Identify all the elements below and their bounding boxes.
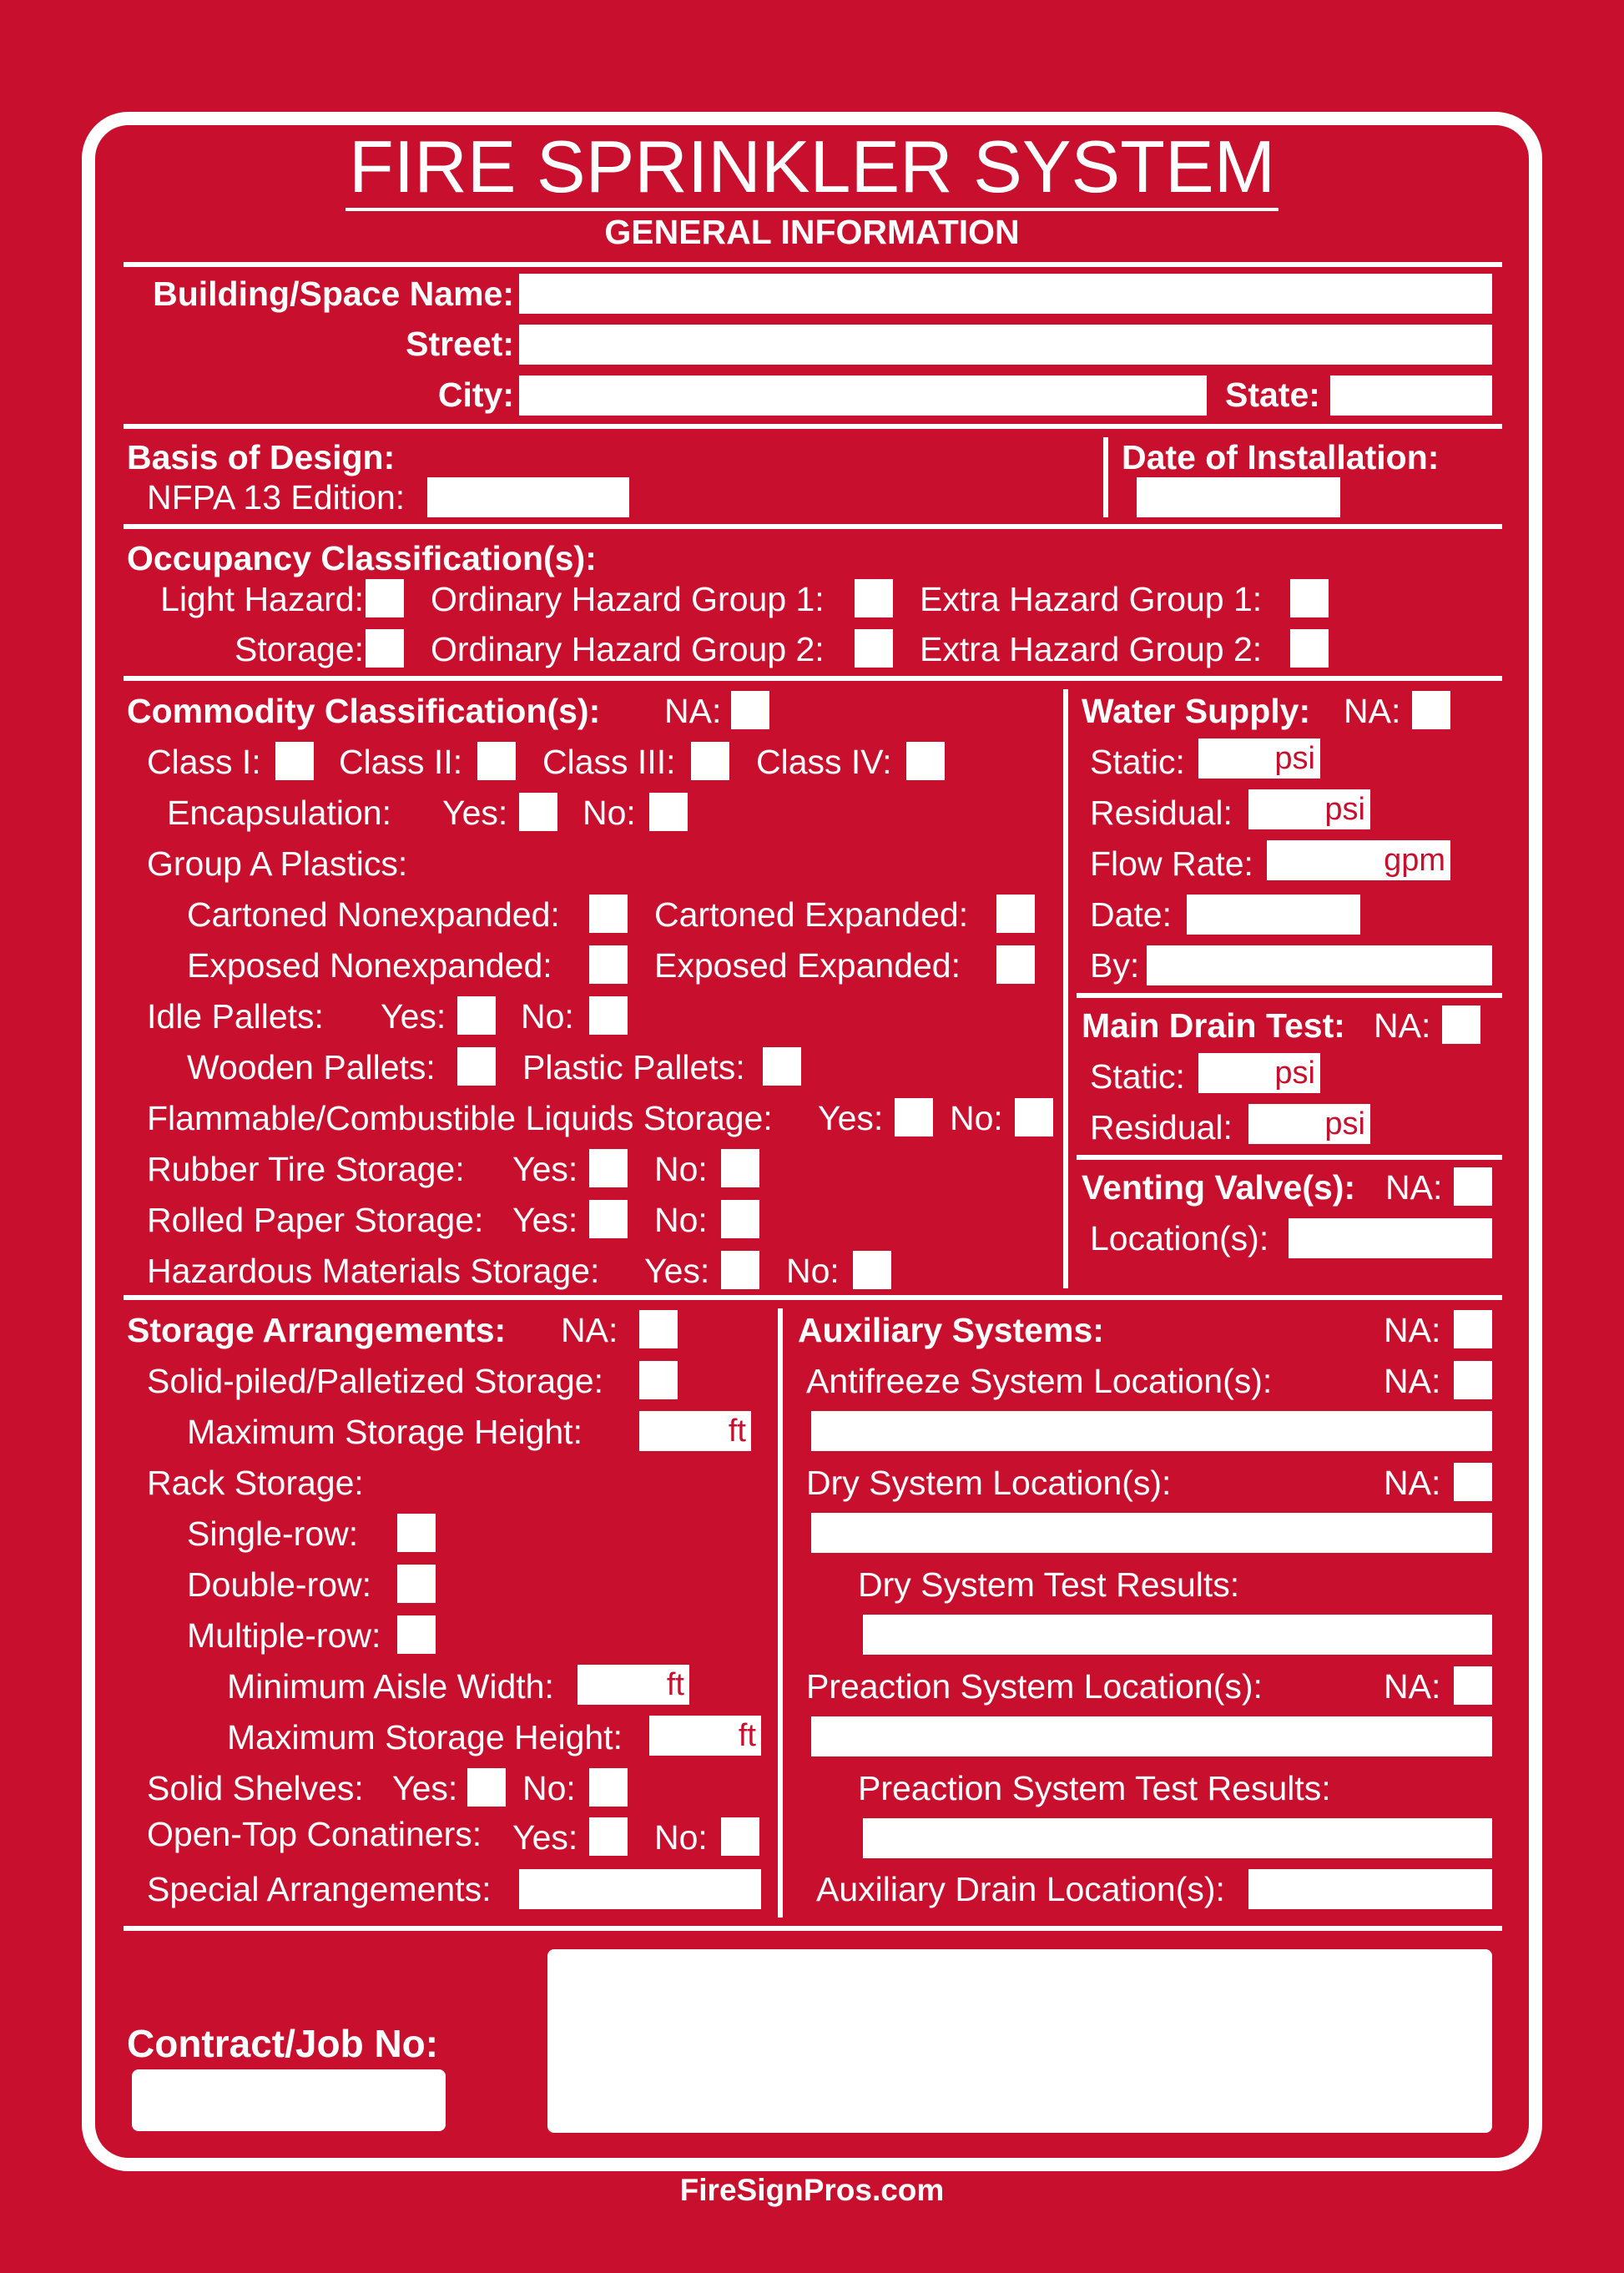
antifreeze-label: Antifreeze System Location(s): xyxy=(806,1362,1273,1400)
multiple-row-label: Multiple-row: xyxy=(187,1616,381,1655)
antifreeze-na-checkbox[interactable] xyxy=(1454,1361,1492,1399)
rubber-tire-yes-label: Yes: xyxy=(512,1150,578,1188)
divider xyxy=(1063,689,1068,1288)
rolled-paper-no-label: No: xyxy=(654,1201,708,1239)
special-arrangements-label: Special Arrangements: xyxy=(147,1870,492,1908)
water-supply-heading: Water Supply: xyxy=(1082,692,1311,730)
solid-piled-label: Solid-piled/Palletized Storage: xyxy=(147,1362,603,1400)
commodity-heading: Commodity Classification(s): xyxy=(127,692,601,730)
flammable-yes-label: Yes: xyxy=(818,1099,884,1137)
light-hazard-checkbox[interactable] xyxy=(366,579,404,617)
antifreeze-location-field[interactable] xyxy=(811,1411,1492,1451)
street-field[interactable] xyxy=(519,325,1492,365)
encapsulation-no-checkbox[interactable] xyxy=(649,793,688,831)
multiple-row-checkbox[interactable] xyxy=(397,1615,436,1654)
divider xyxy=(1077,1155,1502,1160)
divider xyxy=(124,676,1502,681)
flow-rate-field[interactable]: gpm xyxy=(1267,840,1450,880)
double-row-checkbox[interactable] xyxy=(397,1565,436,1603)
water-by-field[interactable] xyxy=(1147,945,1492,985)
ordinary-hazard-2-label: Ordinary Hazard Group 2: xyxy=(431,630,825,668)
ordinary-hazard-1-label: Ordinary Hazard Group 1: xyxy=(431,580,825,618)
commodity-na-label: NA: xyxy=(664,692,722,730)
solid-shelves-yes-label: Yes: xyxy=(392,1769,458,1807)
hazardous-materials-label: Hazardous Materials Storage: xyxy=(147,1252,600,1290)
flammable-yes-checkbox[interactable] xyxy=(895,1098,933,1136)
auxiliary-drain-field[interactable] xyxy=(1248,1869,1492,1909)
cartoned-expanded-label: Cartoned Expanded: xyxy=(654,895,969,934)
extra-hazard-2-label: Extra Hazard Group 2: xyxy=(920,630,1263,668)
cartoned-nonexpanded-label: Cartoned Nonexpanded: xyxy=(187,895,560,934)
storage-checkbox[interactable] xyxy=(366,629,404,668)
footer-website: FireSignPros.com xyxy=(679,2173,945,2207)
max-storage-height-label: Maximum Storage Height: xyxy=(187,1413,583,1451)
preaction-na-label: NA: xyxy=(1384,1667,1441,1706)
hazardous-no-checkbox[interactable] xyxy=(853,1251,891,1289)
water-by-label: By: xyxy=(1090,946,1140,985)
solid-shelves-no-checkbox[interactable] xyxy=(589,1768,628,1807)
dry-system-label: Dry System Location(s): xyxy=(806,1464,1172,1502)
rolled-paper-label: Rolled Paper Storage: xyxy=(147,1201,484,1239)
rolled-paper-yes-label: Yes: xyxy=(512,1201,578,1239)
class-3-label: Class III: xyxy=(542,743,676,781)
flammable-no-checkbox[interactable] xyxy=(1015,1098,1053,1136)
class-4-checkbox[interactable] xyxy=(906,742,945,780)
open-top-no-checkbox[interactable] xyxy=(721,1817,759,1856)
city-label: City: xyxy=(437,375,514,414)
building-name-field[interactable] xyxy=(519,274,1492,314)
venting-location-field[interactable] xyxy=(1289,1218,1492,1258)
basis-of-design-label: Basis of Design: xyxy=(127,438,396,476)
water-na-checkbox[interactable] xyxy=(1412,691,1450,729)
ordinary-hazard-1-checkbox[interactable] xyxy=(855,579,893,617)
rubber-tire-yes-checkbox[interactable] xyxy=(589,1149,628,1187)
idle-pallets-label: Idle Pallets: xyxy=(147,997,324,1036)
class-1-label: Class I: xyxy=(147,743,261,781)
commodity-na-checkbox[interactable] xyxy=(731,691,769,729)
encapsulation-label: Encapsulation: xyxy=(167,794,391,832)
auxiliary-drain-label: Auxiliary Drain Location(s): xyxy=(816,1870,1225,1908)
flammable-no-label: No: xyxy=(950,1099,1003,1137)
hazardous-yes-checkbox[interactable] xyxy=(721,1251,759,1289)
storage-na-checkbox[interactable] xyxy=(639,1310,678,1348)
state-field[interactable] xyxy=(1330,375,1492,416)
double-row-label: Double-row: xyxy=(187,1565,372,1604)
street-label: Street: xyxy=(406,325,514,363)
class-1-checkbox[interactable] xyxy=(275,742,314,780)
idle-pallets-yes-label: Yes: xyxy=(381,997,446,1036)
preaction-na-checkbox[interactable] xyxy=(1454,1666,1492,1705)
drain-static-field[interactable]: psi xyxy=(1198,1053,1320,1093)
venting-na-label: NA: xyxy=(1385,1168,1443,1207)
cartoned-expanded-checkbox[interactable] xyxy=(996,895,1035,933)
rubber-tire-no-checkbox[interactable] xyxy=(721,1149,759,1187)
exposed-expanded-checkbox[interactable] xyxy=(996,945,1035,984)
venting-valves-heading: Venting Valve(s): xyxy=(1082,1168,1356,1207)
storage-na-label: NA: xyxy=(561,1311,618,1349)
rolled-paper-yes-checkbox[interactable] xyxy=(589,1200,628,1238)
contract-job-field[interactable] xyxy=(132,2069,446,2131)
wooden-pallets-label: Wooden Pallets: xyxy=(187,1048,436,1086)
water-residual-label: Residual: xyxy=(1090,794,1233,832)
extra-hazard-1-checkbox[interactable] xyxy=(1290,579,1329,617)
hazardous-yes-label: Yes: xyxy=(644,1252,710,1290)
nfpa-edition-field[interactable] xyxy=(427,477,629,517)
open-top-label: Open-Top Conatiners: xyxy=(147,1815,482,1853)
divider xyxy=(124,262,1502,267)
rack-max-height-label: Maximum Storage Height: xyxy=(227,1718,623,1756)
extra-hazard-1-label: Extra Hazard Group 1: xyxy=(920,580,1263,618)
divider xyxy=(124,524,1502,529)
venting-na-checkbox[interactable] xyxy=(1454,1167,1492,1206)
preaction-location-field[interactable] xyxy=(811,1716,1492,1756)
page-subtitle: GENERAL INFORMATION xyxy=(604,213,1020,251)
drain-static-label: Static: xyxy=(1090,1057,1185,1096)
ordinary-hazard-2-checkbox[interactable] xyxy=(855,629,893,668)
nfpa-edition-label: NFPA 13 Edition: xyxy=(147,478,406,517)
solid-shelves-label: Solid Shelves: xyxy=(147,1769,364,1807)
auxiliary-systems-heading: Auxiliary Systems: xyxy=(798,1311,1104,1349)
preaction-test-results-label: Preaction System Test Results: xyxy=(858,1769,1331,1807)
exposed-nonexpanded-checkbox[interactable] xyxy=(589,945,628,984)
divider xyxy=(1103,437,1108,517)
drain-na-checkbox[interactable] xyxy=(1442,1005,1480,1044)
hazardous-no-label: No: xyxy=(786,1252,840,1290)
min-aisle-width-label: Minimum Aisle Width: xyxy=(227,1667,554,1706)
water-date-field[interactable] xyxy=(1187,895,1360,935)
rolled-paper-no-checkbox[interactable] xyxy=(721,1200,759,1238)
preaction-test-results-field[interactable] xyxy=(863,1818,1492,1858)
rubber-tire-no-label: No: xyxy=(654,1150,708,1188)
solid-shelves-yes-checkbox[interactable] xyxy=(467,1768,506,1807)
divider xyxy=(778,1308,783,1918)
divider xyxy=(124,1926,1502,1931)
extra-hazard-2-checkbox[interactable] xyxy=(1290,629,1329,668)
dry-na-checkbox[interactable] xyxy=(1454,1463,1492,1501)
dry-na-label: NA: xyxy=(1384,1464,1441,1502)
notes-field[interactable] xyxy=(547,1949,1492,2133)
preaction-system-label: Preaction System Location(s): xyxy=(806,1667,1263,1706)
water-na-label: NA: xyxy=(1344,692,1401,730)
max-storage-height-field[interactable]: ft xyxy=(639,1411,751,1451)
drain-residual-field[interactable]: psi xyxy=(1248,1104,1370,1144)
plastic-pallets-checkbox[interactable] xyxy=(763,1047,801,1086)
idle-pallets-no-label: No: xyxy=(521,997,574,1036)
single-row-checkbox[interactable] xyxy=(397,1514,436,1552)
class-4-label: Class IV: xyxy=(756,743,892,781)
rubber-tire-label: Rubber Tire Storage: xyxy=(147,1150,465,1188)
water-date-label: Date: xyxy=(1090,895,1172,934)
dry-test-results-label: Dry System Test Results: xyxy=(858,1565,1240,1604)
page-title: FIRE SPRINKLER SYSTEM xyxy=(0,125,1624,209)
rack-storage-label: Rack Storage: xyxy=(147,1464,364,1502)
dry-location-field[interactable] xyxy=(811,1513,1492,1553)
city-field[interactable] xyxy=(519,375,1207,416)
plastic-pallets-label: Plastic Pallets: xyxy=(522,1048,745,1086)
occupancy-heading: Occupancy Classification(s): xyxy=(127,539,597,577)
water-static-label: Static: xyxy=(1090,743,1185,781)
class-3-checkbox[interactable] xyxy=(691,742,729,780)
divider xyxy=(1077,993,1502,998)
open-top-no-label: No: xyxy=(654,1818,708,1857)
auxiliary-na-checkbox[interactable] xyxy=(1454,1310,1492,1348)
encapsulation-yes-checkbox[interactable] xyxy=(519,793,557,831)
state-label: State: xyxy=(1225,375,1320,414)
rack-max-height-field[interactable]: ft xyxy=(649,1716,761,1756)
installation-date-field[interactable] xyxy=(1137,477,1340,517)
divider xyxy=(124,1295,1502,1300)
group-a-plastics-label: Group A Plastics: xyxy=(147,844,408,883)
solid-piled-checkbox[interactable] xyxy=(639,1361,678,1399)
special-arrangements-field[interactable] xyxy=(519,1869,761,1909)
drain-na-label: NA: xyxy=(1374,1006,1431,1045)
storage-label: Storage: xyxy=(235,630,364,668)
single-row-label: Single-row: xyxy=(187,1514,359,1553)
flammable-liquids-label: Flammable/Combustible Liquids Storage: xyxy=(147,1099,773,1137)
contract-job-label: Contract/Job No: xyxy=(127,2022,439,2065)
water-residual-field[interactable]: psi xyxy=(1248,789,1370,829)
exposed-expanded-label: Exposed Expanded: xyxy=(654,946,961,985)
class-2-label: Class II: xyxy=(339,743,463,781)
open-top-yes-label: Yes: xyxy=(512,1818,578,1857)
min-aisle-width-field[interactable]: ft xyxy=(577,1665,689,1705)
open-top-yes-checkbox[interactable] xyxy=(589,1817,628,1856)
drain-residual-label: Residual: xyxy=(1090,1108,1233,1147)
divider xyxy=(124,424,1502,429)
exposed-nonexpanded-label: Exposed Nonexpanded: xyxy=(187,946,552,985)
dry-test-results-field[interactable] xyxy=(863,1615,1492,1655)
class-2-checkbox[interactable] xyxy=(477,742,516,780)
light-hazard-label: Light Hazard: xyxy=(160,580,364,618)
venting-location-label: Location(s): xyxy=(1090,1219,1269,1257)
idle-pallets-yes-checkbox[interactable] xyxy=(457,996,496,1035)
cartoned-nonexpanded-checkbox[interactable] xyxy=(589,895,628,933)
date-of-installation-label: Date of Installation: xyxy=(1122,438,1440,476)
encapsulation-yes-label: Yes: xyxy=(442,794,508,832)
auxiliary-na-label: NA: xyxy=(1384,1311,1441,1349)
building-name-label: Building/Space Name: xyxy=(153,275,514,313)
idle-pallets-no-checkbox[interactable] xyxy=(589,996,628,1035)
main-drain-heading: Main Drain Test: xyxy=(1082,1006,1345,1045)
flow-rate-label: Flow Rate: xyxy=(1090,844,1253,883)
solid-shelves-no-label: No: xyxy=(522,1769,576,1807)
antifreeze-na-label: NA: xyxy=(1384,1362,1441,1400)
storage-arrangements-heading: Storage Arrangements: xyxy=(127,1311,507,1349)
water-static-field[interactable]: psi xyxy=(1198,738,1320,779)
encapsulation-no-label: No: xyxy=(583,794,636,832)
wooden-pallets-checkbox[interactable] xyxy=(457,1047,496,1086)
